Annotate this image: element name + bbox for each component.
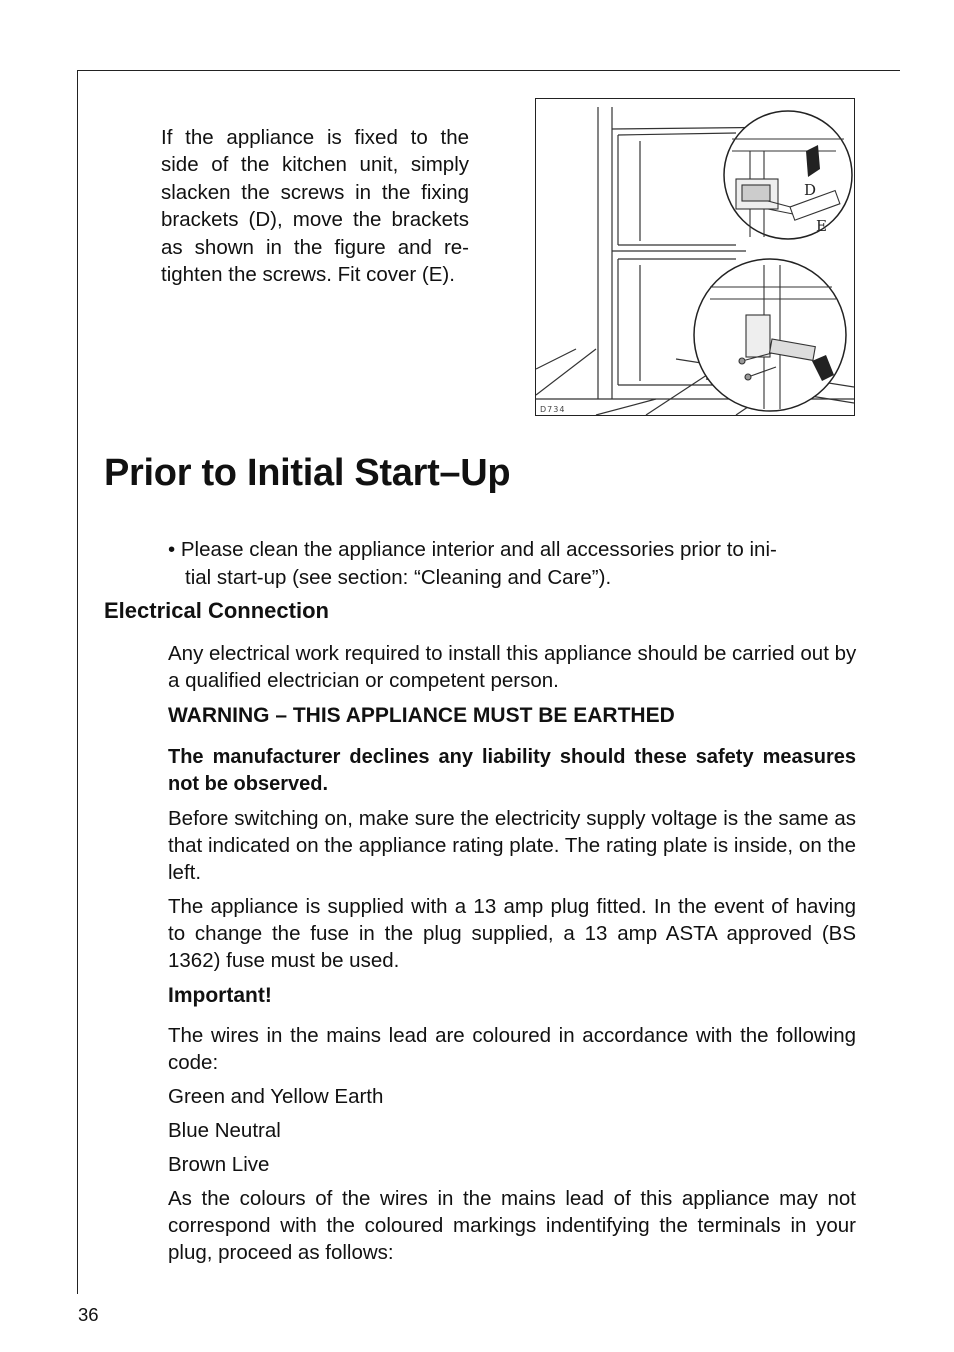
bullet-line-2: tial start-up (see section: “Cleaning and Care”). [185,565,612,589]
bracket-installation-figure [535,98,855,416]
page-number: 36 [78,1304,99,1325]
voltage-check-paragraph: Before switching on, make sure the electricity supply voltage is the same as that indicated on the appliance rating plate. The rating plate is inside, on the left. [168,807,856,885]
plug-fuse-paragraph: The appliance is supplied with a 13 amp plug fitted. In the event of having to change the fuse in the plug supplied, a 13 amp ASTA approved (BS 1362) fuse must be used. [168,895,856,973]
wire-code-neutral: Blue Neutral [168,1119,281,1142]
earthing-warning: WARNING – THIS APPLIANCE MUST BE EARTHED [168,704,675,727]
wire-code-paragraph: The wires in the mains lead are coloured in accordance with the following code: [168,1024,856,1075]
page-title: Prior to Initial Start–Up [104,452,511,494]
lower-detail-circle [694,259,846,411]
figure-code: D734 [540,405,566,414]
bullet-line-1: • Please clean the appliance interior and all accessories prior to ini- [168,538,777,561]
label-e: E [816,217,827,235]
electrical-intro: Any electrical work required to install this appliance should be carried out by a qualified electrician or competent person. [168,642,857,693]
upper-detail-circle [724,111,852,239]
label-d: D [804,181,817,199]
page-frame-left-rule [77,70,78,1294]
wire-code-live: Brown Live [168,1153,270,1176]
important-label: Important! [168,984,272,1007]
liability-notice: The manufacturer declines any liability should these safety measures not be observed. [168,746,856,796]
page-frame-top-rule [77,70,900,71]
cleaning-bullet [168,536,868,591]
section-title-electrical: Electrical Connection [104,598,329,623]
intro-paragraph: If the appliance is fixed to the side of the kitchen unit, simply slacken the screws in the fixing brackets (D), move the brackets as shown in the figure and re-tighten the screws. Fit cover (E). [161,126,469,287]
installation-illustration [536,99,854,415]
wire-code-earth: Green and Yellow Earth [168,1085,384,1108]
terminal-colours-paragraph: As the colours of the wires in the mains lead of this appliance may not correspond with the coloured markings indentifying the terminals in your plug, proceed as follows: [168,1187,856,1265]
